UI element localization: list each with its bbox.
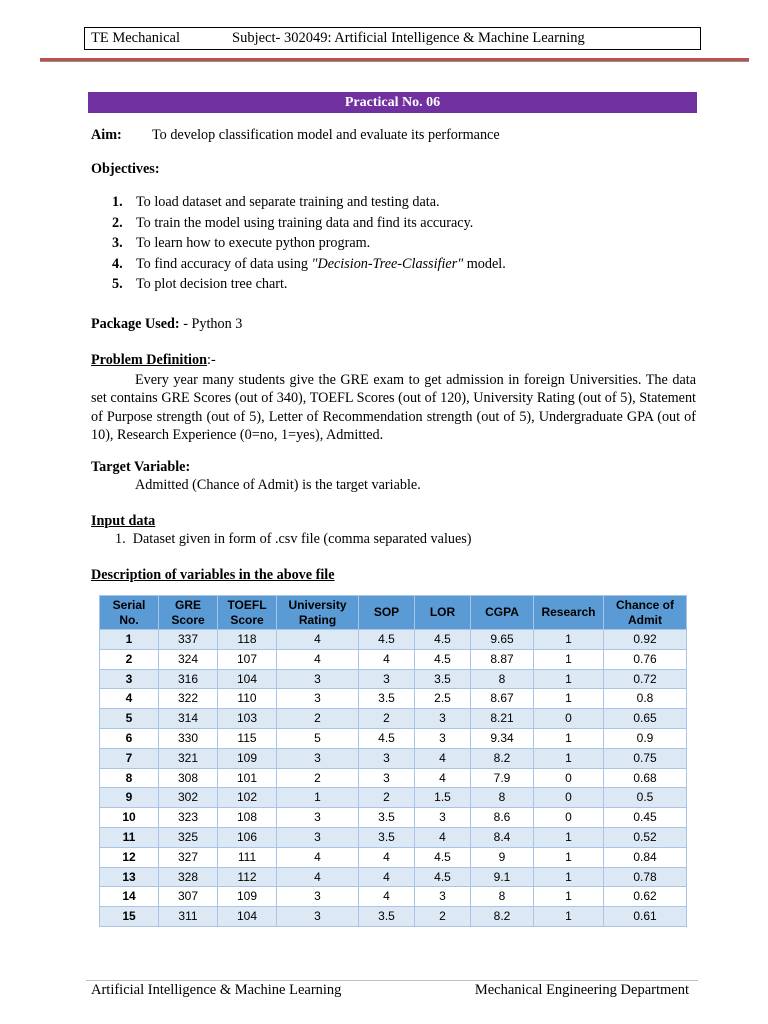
table-cell: 9.1 xyxy=(471,867,534,887)
table-cell: 115 xyxy=(218,728,277,748)
input-item: 1. Dataset given in form of .csv file (comma separated values) xyxy=(115,531,472,547)
objective-text: To plot decision tree chart. xyxy=(136,276,288,293)
table-column-header: Chance of Admit xyxy=(604,596,687,630)
problem-heading-suffix: :- xyxy=(207,352,216,368)
table-cell: 1 xyxy=(534,907,604,927)
table-cell: 0.72 xyxy=(604,669,687,689)
objective-text: To find accuracy of data using xyxy=(136,255,312,272)
table-cell: 302 xyxy=(159,788,218,808)
package-label: Package Used: xyxy=(91,316,180,332)
table-cell: 0.8 xyxy=(604,689,687,709)
table-row xyxy=(100,867,687,887)
objective-item xyxy=(112,254,506,275)
table-cell: 111 xyxy=(218,847,277,867)
table-cell: 102 xyxy=(218,788,277,808)
table-row xyxy=(100,728,687,748)
table-cell: 8.21 xyxy=(471,709,534,729)
table-cell: 0.62 xyxy=(604,887,687,907)
variables-table xyxy=(99,595,687,927)
objective-number: 5. xyxy=(112,276,123,293)
aim-line xyxy=(91,127,500,144)
table-cell: 0.52 xyxy=(604,827,687,847)
objective-text-end: model. xyxy=(463,255,506,272)
table-cell: 323 xyxy=(159,808,218,828)
table-cell: 0.92 xyxy=(604,630,687,650)
table-cell: 2 xyxy=(277,768,359,788)
table-cell: 1 xyxy=(534,669,604,689)
serial-cell: 15 xyxy=(100,907,159,927)
table-cell: 0.68 xyxy=(604,768,687,788)
problem-heading-line xyxy=(91,352,216,369)
table-cell: 1 xyxy=(277,788,359,808)
table-cell: 103 xyxy=(218,709,277,729)
header-course: TE Mechanical xyxy=(91,30,180,46)
serial-cell: 6 xyxy=(100,728,159,748)
problem-paragraph xyxy=(91,371,696,445)
table-cell: 4 xyxy=(415,748,471,768)
table-row xyxy=(100,709,687,729)
footer-divider xyxy=(86,980,698,981)
table-row xyxy=(100,630,687,650)
table-cell: 311 xyxy=(159,907,218,927)
table-column-header: Serial No. xyxy=(100,596,159,630)
table-cell: 4 xyxy=(359,847,415,867)
table-cell: 3 xyxy=(359,768,415,788)
table-cell: 0.61 xyxy=(604,907,687,927)
objective-number: 2. xyxy=(112,214,123,231)
table-cell: 9 xyxy=(471,847,534,867)
serial-cell: 7 xyxy=(100,748,159,768)
serial-cell: 8 xyxy=(100,768,159,788)
table-cell: 108 xyxy=(218,808,277,828)
objective-item xyxy=(112,192,506,213)
table-cell: 3 xyxy=(415,808,471,828)
aim-label: Aim: xyxy=(91,127,122,143)
table-cell: 3 xyxy=(277,827,359,847)
table-cell: 0 xyxy=(534,768,604,788)
table-cell: 104 xyxy=(218,907,277,927)
aim-text: To develop classification model and evaluate its performance xyxy=(152,127,500,143)
table-row xyxy=(100,847,687,867)
table-cell: 3 xyxy=(277,808,359,828)
table-cell: 7.9 xyxy=(471,768,534,788)
table-cell: 3.5 xyxy=(359,827,415,847)
table-cell: 314 xyxy=(159,709,218,729)
table-cell: 3.5 xyxy=(359,907,415,927)
table-cell: 1 xyxy=(534,689,604,709)
package-line xyxy=(91,316,242,333)
table-cell: 2.5 xyxy=(415,689,471,709)
table-cell: 4 xyxy=(277,867,359,887)
table-cell: 0.75 xyxy=(604,748,687,768)
serial-cell: 1 xyxy=(100,630,159,650)
table-column-header: CGPA xyxy=(471,596,534,630)
table-cell: 1 xyxy=(534,887,604,907)
serial-cell: 2 xyxy=(100,649,159,669)
problem-text: Every year many students give the GRE exam to get admission in foreign Universities. The data set contains GRE Scores (out of 340), TOEFL Scores (out of 120), University Rating (out of 5), Statement of Purpose strength (out of 5), Letter of Recommendation strength (out of 5), Undergraduate GPA (out of 10), Research Experience (0=no, 1=yes), Admitted. xyxy=(91,372,696,444)
table-cell: 4 xyxy=(359,887,415,907)
table-column-header: SOP xyxy=(359,596,415,630)
objective-text: To learn how to execute python program. xyxy=(136,235,371,252)
table-cell: 1 xyxy=(534,728,604,748)
objective-item xyxy=(112,233,506,254)
table-cell: 3 xyxy=(277,669,359,689)
table-row xyxy=(100,748,687,768)
description-heading: Description of variables in the above file xyxy=(91,567,335,583)
table-cell: 8.2 xyxy=(471,748,534,768)
table-cell: 0.78 xyxy=(604,867,687,887)
table-row xyxy=(100,669,687,689)
table-cell: 5 xyxy=(277,728,359,748)
table-cell: 3 xyxy=(277,887,359,907)
objective-text: To load dataset and separate training and testing data. xyxy=(136,194,440,210)
table-cell: 106 xyxy=(218,827,277,847)
table-column-header: Research xyxy=(534,596,604,630)
serial-cell: 9 xyxy=(100,788,159,808)
table-cell: 1.5 xyxy=(415,788,471,808)
table-cell: 0 xyxy=(534,709,604,729)
target-heading: Target Variable: xyxy=(91,459,191,475)
table-cell: 2 xyxy=(277,709,359,729)
table-cell: 8.87 xyxy=(471,649,534,669)
table-cell: 3 xyxy=(415,887,471,907)
table-cell: 8 xyxy=(471,669,534,689)
table-cell: 316 xyxy=(159,669,218,689)
table-row xyxy=(100,808,687,828)
table-cell: 4.5 xyxy=(415,649,471,669)
table-cell: 0.84 xyxy=(604,847,687,867)
table-column-header: TOEFL Score xyxy=(218,596,277,630)
table-cell: 1 xyxy=(534,847,604,867)
serial-cell: 10 xyxy=(100,808,159,828)
objective-number: 3. xyxy=(112,235,123,252)
serial-cell: 3 xyxy=(100,669,159,689)
table-cell: 107 xyxy=(218,649,277,669)
table-cell: 3.5 xyxy=(415,669,471,689)
table-cell: 4 xyxy=(359,649,415,669)
table-cell: 3 xyxy=(415,728,471,748)
table-row xyxy=(100,788,687,808)
table-cell: 0.45 xyxy=(604,808,687,828)
table-cell: 0 xyxy=(534,788,604,808)
table-cell: 4.5 xyxy=(359,728,415,748)
table-cell: 4 xyxy=(277,630,359,650)
table-cell: 109 xyxy=(218,887,277,907)
table-cell: 4.5 xyxy=(415,847,471,867)
table-cell: 4 xyxy=(359,867,415,887)
table-cell: 1 xyxy=(534,630,604,650)
objectives-list xyxy=(112,192,506,295)
table-cell: 0.5 xyxy=(604,788,687,808)
serial-cell: 4 xyxy=(100,689,159,709)
objective-number: 1. xyxy=(112,194,123,210)
table-row xyxy=(100,827,687,847)
input-heading: Input data xyxy=(91,513,156,529)
table-cell: 0 xyxy=(534,808,604,828)
table-column-header: GRE Score xyxy=(159,596,218,630)
table-cell: 307 xyxy=(159,887,218,907)
header-divider xyxy=(40,58,749,62)
objective-number: 4. xyxy=(112,255,123,272)
table-cell: 8.6 xyxy=(471,808,534,828)
table-cell: 8 xyxy=(471,887,534,907)
table-row xyxy=(100,649,687,669)
practical-title-banner: Practical No. 06 xyxy=(88,92,697,113)
objective-model-name: "Decision-Tree-Classifier" xyxy=(311,255,464,272)
table-cell: 4 xyxy=(415,827,471,847)
table-cell: 4 xyxy=(415,768,471,788)
table-column-header: University Rating xyxy=(277,596,359,630)
footer-right: Mechanical Engineering Department xyxy=(474,982,689,998)
table-cell: 4.5 xyxy=(415,867,471,887)
table-cell: 327 xyxy=(159,847,218,867)
page-header xyxy=(84,27,701,50)
table-cell: 0.9 xyxy=(604,728,687,748)
table-cell: 322 xyxy=(159,689,218,709)
table-cell: 3 xyxy=(415,709,471,729)
table-cell: 109 xyxy=(218,748,277,768)
table-cell: 0.76 xyxy=(604,649,687,669)
table-cell: 3 xyxy=(359,669,415,689)
table-cell: 104 xyxy=(218,669,277,689)
objectives-heading: Objectives: xyxy=(91,161,160,177)
table-cell: 2 xyxy=(359,788,415,808)
table-cell: 8.2 xyxy=(471,907,534,927)
table-row xyxy=(100,907,687,927)
table-cell: 324 xyxy=(159,649,218,669)
table-cell: 3.5 xyxy=(359,689,415,709)
table-cell: 4 xyxy=(277,649,359,669)
table-cell: 328 xyxy=(159,867,218,887)
table-cell: 112 xyxy=(218,867,277,887)
table-cell: 3 xyxy=(359,748,415,768)
table-cell: 9.34 xyxy=(471,728,534,748)
serial-cell: 13 xyxy=(100,867,159,887)
table-cell: 1 xyxy=(534,827,604,847)
table-body xyxy=(100,630,687,927)
header-subject: Subject- 302049: Artificial Intelligence & Machine Learning xyxy=(232,30,585,46)
table-cell: 110 xyxy=(218,689,277,709)
package-text: - Python 3 xyxy=(179,316,243,332)
table-cell: 2 xyxy=(415,907,471,927)
objective-item xyxy=(112,274,506,295)
table-cell: 8.4 xyxy=(471,827,534,847)
table-cell: 325 xyxy=(159,827,218,847)
table-column-header: LOR xyxy=(415,596,471,630)
table-cell: 3.5 xyxy=(359,808,415,828)
serial-cell: 5 xyxy=(100,709,159,729)
footer-left: Artificial Intelligence & Machine Learning xyxy=(91,982,342,998)
table-cell: 9.65 xyxy=(471,630,534,650)
table-row xyxy=(100,887,687,907)
table-cell: 330 xyxy=(159,728,218,748)
table-cell: 1 xyxy=(534,748,604,768)
table-cell: 2 xyxy=(359,709,415,729)
objective-text: To train the model using training data and find its accuracy. xyxy=(136,214,474,231)
problem-heading: Problem Definition xyxy=(91,352,207,368)
table-cell: 8.67 xyxy=(471,689,534,709)
table-cell: 4 xyxy=(277,847,359,867)
serial-cell: 14 xyxy=(100,887,159,907)
table-cell: 101 xyxy=(218,768,277,788)
table-cell: 8 xyxy=(471,788,534,808)
table-cell: 0.65 xyxy=(604,709,687,729)
table-cell: 4.5 xyxy=(359,630,415,650)
serial-cell: 11 xyxy=(100,827,159,847)
table-cell: 3 xyxy=(277,907,359,927)
table-cell: 1 xyxy=(534,867,604,887)
serial-cell: 12 xyxy=(100,847,159,867)
table-cell: 3 xyxy=(277,748,359,768)
objective-item xyxy=(112,213,506,234)
table-cell: 308 xyxy=(159,768,218,788)
table-header-row xyxy=(100,596,687,630)
table-cell: 3 xyxy=(277,689,359,709)
table-row xyxy=(100,768,687,788)
table-cell: 1 xyxy=(534,649,604,669)
target-text: Admitted (Chance of Admit) is the target variable. xyxy=(135,477,421,493)
table-row xyxy=(100,689,687,709)
table-cell: 118 xyxy=(218,630,277,650)
table-cell: 4.5 xyxy=(415,630,471,650)
table-cell: 337 xyxy=(159,630,218,650)
table-cell: 321 xyxy=(159,748,218,768)
